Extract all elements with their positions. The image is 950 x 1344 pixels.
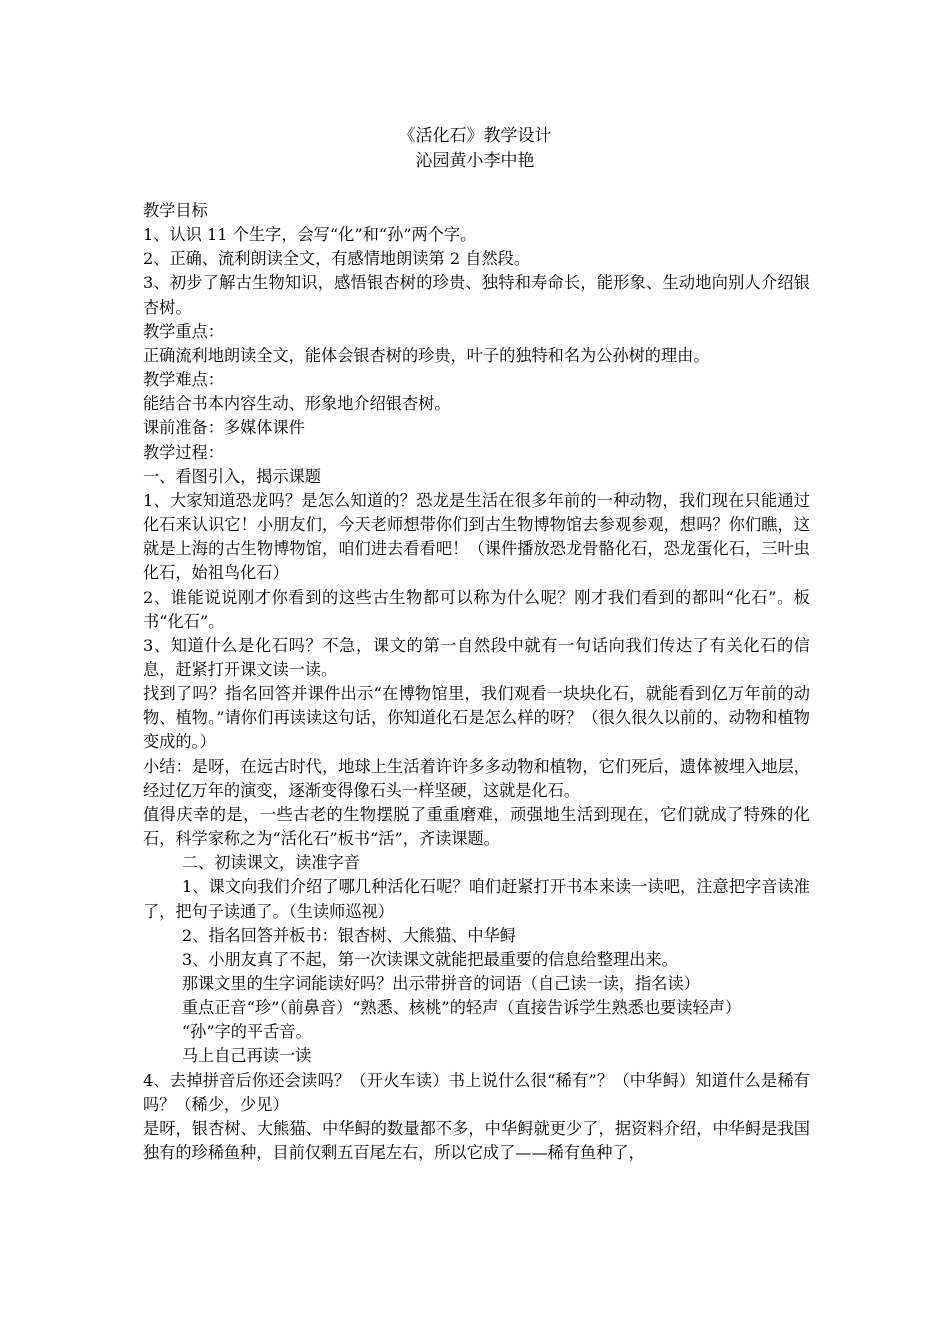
paragraph: 1、大家知道恐龙吗？是怎么知道的？恐龙是生活在很多年前的一种动物，我们现在只能通过化石来认识它！小朋友们，今天老师想带你们到古生物博物馆去参观参观，想吗？你们瞧，这就是上海的古生物博物馆，咱们进去看看吧！（课件播放恐龙骨骼化石，恐龙蛋化石，三叶虫化石，始祖鸟化石） [143,490,810,583]
paragraph: 教学过程： [143,442,224,462]
paragraph: 小结：是呀，在远古时代，地球上生活着许许多多动物和植物，它们死后，遗体被埋入地层，经过亿万年的演变，逐渐变得像石头一样坚硬，这就是化石。 [143,756,810,800]
paragraph: 4、去掉拼音后你还会读吗？（开火车读）书上说什么很“稀有”？（中华鲟）知道什么是稀有吗？（稀少，少见） [143,1070,810,1114]
paragraph: 2、指名回答并板书：银杏树、大熊猫、中华鲟 [181,925,516,945]
document-body [143,199,810,1165]
paragraph: 3、知道什么是化石吗？不急，课文的第一自然段中就有一句话向我们传达了有关化石的信息，赶紧打开课文读一读。 [143,635,810,679]
paragraph: 值得庆幸的是，一些古老的生物摆脱了重重磨难，顽强地生活到现在，它们就成了特殊的化石，科学家称之为“活化石”板书“活”，齐读课题。 [143,804,810,849]
paragraph: 能结合书本内容生动、形象地介绍银杏树。 [143,394,451,414]
document-title: 《活化石》教学设计 [398,126,552,146]
paragraph: 教学难点： [143,370,224,390]
paragraph: 重点正音“珍”（前鼻音）“熟悉、核桃”的轻声（直接告诉学生熟悉也要读轻声） [181,998,742,1018]
paragraph: 一、看图引入，揭示课题 [143,466,322,486]
paragraph: 是呀，银杏树、大熊猫、中华鲟的数量都不多，中华鲟就更少了，据资料介绍，中华鲟是我国独有的珍稀鱼种，目前仅剩五百尾左右，所以它成了——稀有鱼种了， [143,1118,810,1163]
paragraph: 1、认识 11 个生字，会写“化”和“孙”两个字。 [143,225,477,245]
paragraph: 二、初读课文，读准字音 [181,853,360,873]
paragraph: 1、课文向我们介绍了哪几种活化石呢？咱们赶紧打开书本来读一读吧，注意把字音读准了，把句子读通了。（生读师巡视） [143,877,810,921]
paragraph: 3、初步了解古生物知识，感悟银杏树的珍贵、独特和寿命长，能形象、生动地向别人介绍银杏树。 [143,273,810,317]
paragraph: 正确流利地朗读全文，能体会银杏树的珍贵，叶子的独特和名为公孙树的理由。 [143,345,710,365]
title-block [0,124,950,174]
paragraph: 2、正确、流利朗读全文，有感情地朗读第 2 自然段。 [143,249,531,269]
paragraph: 马上自己再读一读 [181,1046,312,1066]
paragraph: 那课文里的生字词能读好吗？出示带拼音的词语（自己读一读，指名读） [181,974,700,993]
paragraph: 3、小朋友真了不起，第一次读课文就能把最重要的信息给整理出来。 [181,949,678,969]
paragraph: “孙”字的平舌音。 [181,1022,312,1042]
paragraph: 2、谁能说说刚才你看到的这些古生物都可以称为什么呢？刚才我们看到的都叫“化石”。板书“化石”。 [143,587,810,631]
document-author: 沁园黄小李中艳 [415,151,535,171]
paragraph: 找到了吗？指名回答并课件出示“在博物馆里，我们观看一块块化石，就能看到亿万年前的动物、植物。”请你们再读读这句话，你知道化石是怎么样的呀？（很久很久以前的、动物和植物变成的。） [143,684,810,752]
paragraph: 教学重点： [143,321,224,341]
paragraph: 教学目标 [143,201,208,220]
paragraph: 课前准备：多媒体课件 [143,418,305,438]
